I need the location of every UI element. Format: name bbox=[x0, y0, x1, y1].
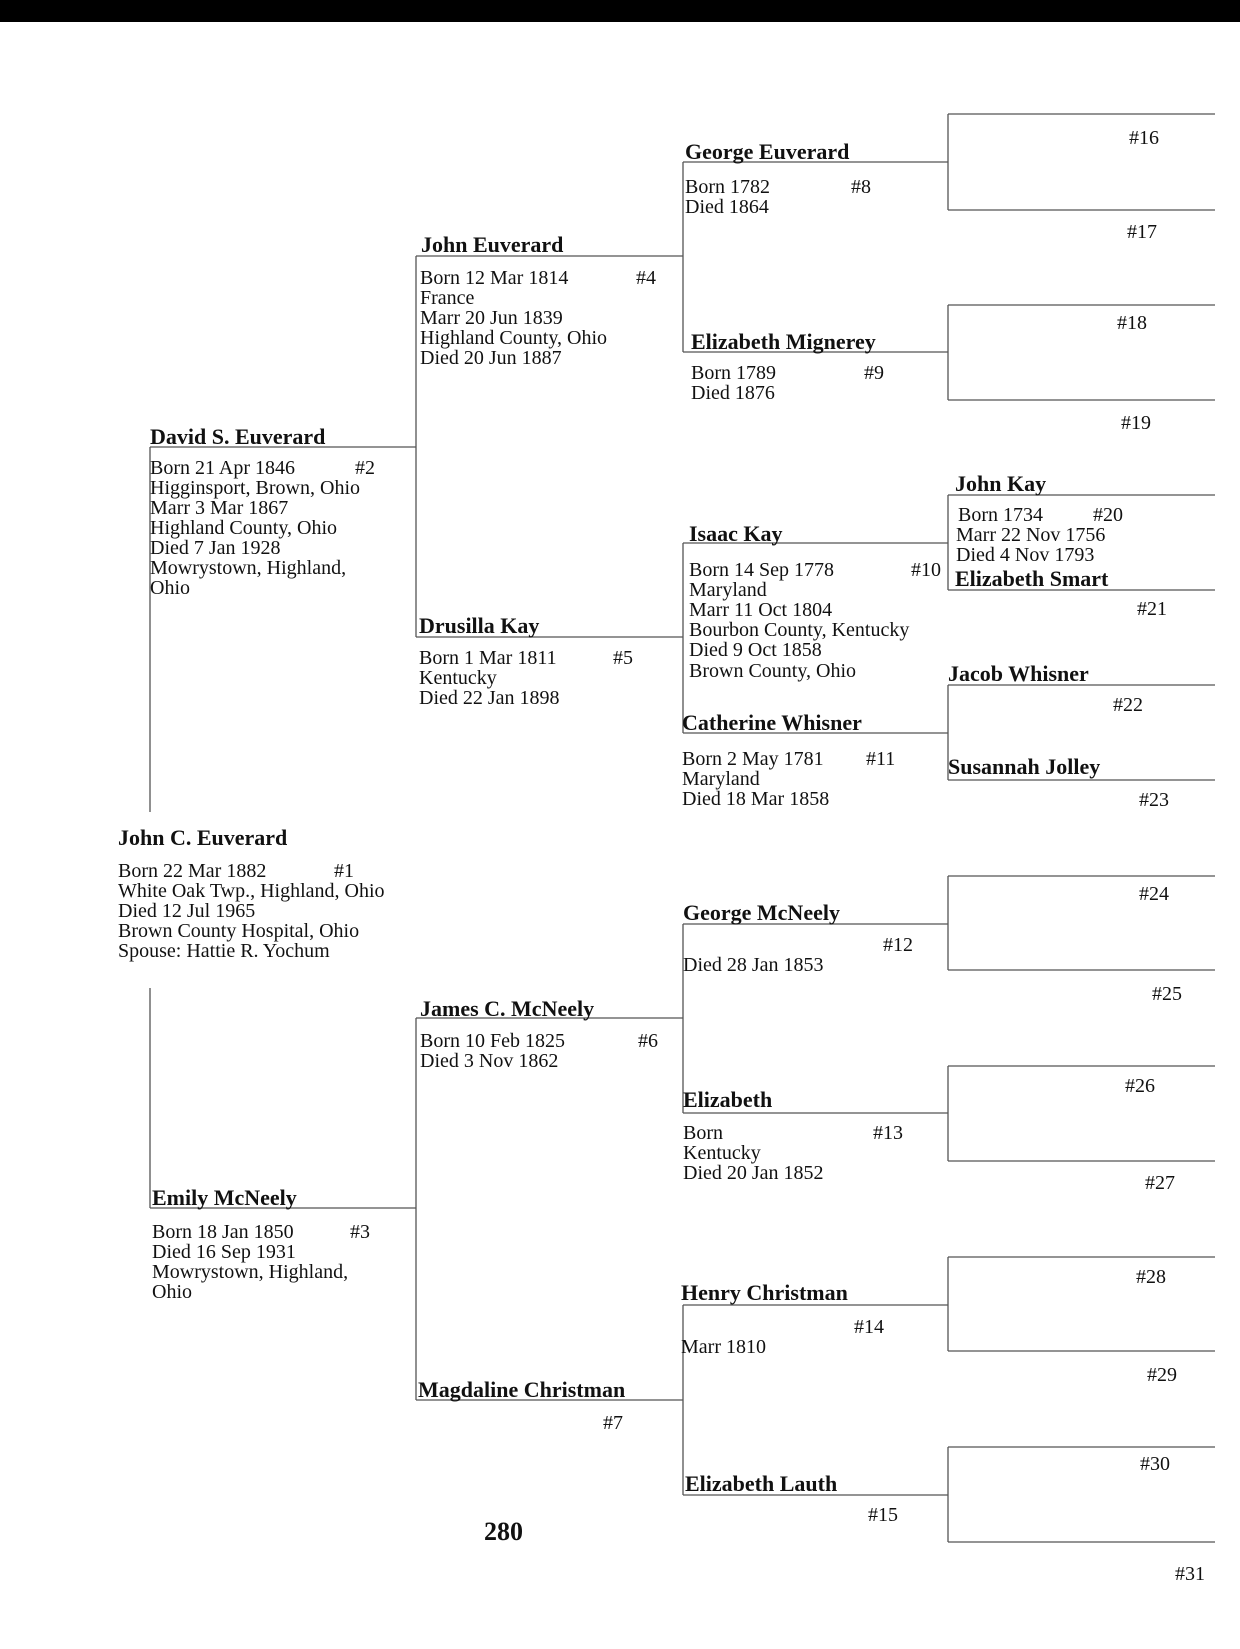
person-4-line-4: Highland County, Ohio bbox=[420, 327, 608, 349]
person-6-line-2: Died 3 Nov 1862 bbox=[420, 1050, 559, 1072]
person-10-line-6: Brown County, Ohio bbox=[689, 660, 857, 682]
person-4-line-5: Died 20 Jun 1887 bbox=[420, 347, 562, 369]
person-1-number: #1 bbox=[334, 860, 354, 882]
person-3-name: Emily McNeely bbox=[152, 1185, 297, 1210]
person-4-number: #4 bbox=[636, 267, 656, 289]
person-21-number: #21 bbox=[1137, 598, 1167, 620]
person-12-number: #12 bbox=[883, 934, 913, 956]
person-13-line-3: Died 20 Jan 1852 bbox=[683, 1162, 824, 1184]
person-4-line-1: Born 12 Mar 1814 bbox=[420, 267, 569, 289]
person-26-number: #26 bbox=[1125, 1075, 1155, 1097]
person-4-line-2: France bbox=[420, 287, 475, 309]
person-20-line-2: Marr 22 Nov 1756 bbox=[956, 524, 1106, 546]
person-20-line-3: Died 4 Nov 1793 bbox=[956, 544, 1095, 566]
person-13-line-2: Kentucky bbox=[683, 1142, 761, 1164]
person-2-line-1: Born 21 Apr 1846 bbox=[150, 457, 295, 479]
person-6-line-1: Born 10 Feb 1825 bbox=[420, 1030, 565, 1052]
person-9-line-1: Born 1789 bbox=[691, 362, 776, 384]
person-11-name: Catherine Whisner bbox=[682, 710, 862, 735]
person-10-line-4: Bourbon County, Kentucky bbox=[689, 619, 910, 641]
person-4-line-3: Marr 20 Jun 1839 bbox=[420, 307, 563, 329]
person-3-line-4: Ohio bbox=[152, 1281, 192, 1303]
person-23-name: Susannah Jolley bbox=[948, 754, 1101, 779]
person-2-line-2: Higginsport, Brown, Ohio bbox=[150, 477, 360, 499]
person-2-line-5: Died 7 Jan 1928 bbox=[150, 537, 281, 559]
person-8-line-2: Died 1864 bbox=[685, 196, 769, 218]
person-31-number: #31 bbox=[1175, 1563, 1205, 1585]
person-20-name: John Kay bbox=[955, 471, 1047, 496]
person-1-line-2: White Oak Twp., Highland, Ohio bbox=[118, 880, 385, 902]
person-10-name: Isaac Kay bbox=[689, 521, 783, 546]
person-30-number: #30 bbox=[1140, 1453, 1170, 1475]
person-15-number: #15 bbox=[868, 1504, 898, 1526]
person-9-number: #9 bbox=[864, 362, 884, 384]
person-6-number: #6 bbox=[638, 1030, 658, 1052]
person-9-name: Elizabeth Mignerey bbox=[691, 329, 876, 354]
person-16-number: #16 bbox=[1129, 127, 1159, 149]
person-11-number: #11 bbox=[866, 748, 896, 770]
person-13-number: #13 bbox=[873, 1122, 903, 1144]
person-2-line-6: Mowrystown, Highland, bbox=[150, 557, 347, 579]
person-29-number: #29 bbox=[1147, 1364, 1177, 1386]
person-27-number: #27 bbox=[1145, 1172, 1175, 1194]
person-2-number: #2 bbox=[355, 457, 375, 479]
person-12-line-1: Died 28 Jan 1853 bbox=[683, 954, 824, 976]
person-20-number: #20 bbox=[1093, 504, 1123, 526]
person-9-line-2: Died 1876 bbox=[691, 382, 775, 404]
person-5-line-2: Kentucky bbox=[419, 667, 497, 689]
person-21-name: Elizabeth Smart bbox=[955, 566, 1109, 591]
person-1-line-5: Spouse: Hattie R. Yochum bbox=[118, 940, 330, 962]
person-8-number: #8 bbox=[851, 176, 871, 198]
pedigree-lines bbox=[150, 114, 1215, 1542]
person-10-line-1: Born 14 Sep 1778 bbox=[689, 559, 834, 581]
person-11-line-1: Born 2 May 1781 bbox=[682, 748, 824, 770]
person-24-number: #24 bbox=[1139, 883, 1169, 905]
person-4-name: John Euverard bbox=[421, 232, 564, 257]
person-18-number: #18 bbox=[1117, 312, 1147, 334]
person-15-name: Elizabeth Lauth bbox=[685, 1471, 838, 1496]
person-5-name: Drusilla Kay bbox=[419, 613, 540, 638]
person-5-line-1: Born 1 Mar 1811 bbox=[419, 647, 557, 669]
person-10-line-2: Maryland bbox=[689, 579, 767, 601]
person-19-number: #19 bbox=[1121, 412, 1151, 434]
person-1-line-4: Brown County Hospital, Ohio bbox=[118, 920, 360, 942]
person-2-line-4: Highland County, Ohio bbox=[150, 517, 338, 539]
person-5-line-3: Died 22 Jan 1898 bbox=[419, 687, 560, 709]
person-3-line-2: Died 16 Sep 1931 bbox=[152, 1241, 296, 1263]
person-10-line-5: Died 9 Oct 1858 bbox=[689, 639, 822, 661]
person-8-name: George Euverard bbox=[685, 139, 850, 164]
person-11-line-2: Maryland bbox=[682, 768, 760, 790]
person-22-name: Jacob Whisner bbox=[948, 661, 1089, 686]
person-2-line-7: Ohio bbox=[150, 577, 190, 599]
person-25-number: #25 bbox=[1152, 983, 1182, 1005]
person-28-number: #28 bbox=[1136, 1266, 1166, 1288]
person-10-line-3: Marr 11 Oct 1804 bbox=[689, 599, 833, 621]
person-12-name: George McNeely bbox=[683, 900, 840, 925]
person-3-line-1: Born 18 Jan 1850 bbox=[152, 1221, 294, 1243]
person-17-number: #17 bbox=[1127, 221, 1157, 243]
person-1-name: John C. Euverard bbox=[118, 825, 288, 850]
person-6-name: James C. McNeely bbox=[420, 996, 595, 1021]
person-14-number: #14 bbox=[854, 1316, 884, 1338]
person-13-line-1: Born bbox=[683, 1122, 723, 1144]
person-5-number: #5 bbox=[613, 647, 633, 669]
person-1-line-3: Died 12 Jul 1965 bbox=[118, 900, 256, 922]
person-3-line-3: Mowrystown, Highland, bbox=[152, 1261, 349, 1283]
person-7-name: Magdaline Christman bbox=[418, 1377, 626, 1402]
person-2-name: David S. Euverard bbox=[150, 424, 326, 449]
person-8-line-1: Born 1782 bbox=[685, 176, 770, 198]
person-20-line-1: Born 1734 bbox=[958, 504, 1043, 526]
person-14-name: Henry Christman bbox=[681, 1280, 848, 1305]
person-14-line-1: Marr 1810 bbox=[681, 1336, 766, 1358]
person-23-number: #23 bbox=[1139, 789, 1169, 811]
person-3-number: #3 bbox=[350, 1221, 370, 1243]
person-11-line-3: Died 18 Mar 1858 bbox=[682, 788, 830, 810]
person-1-line-1: Born 22 Mar 1882 bbox=[118, 860, 267, 882]
person-22-number: #22 bbox=[1113, 694, 1143, 716]
person-13-name: Elizabeth bbox=[683, 1087, 773, 1112]
person-2-line-3: Marr 3 Mar 1867 bbox=[150, 497, 289, 519]
person-7-number: #7 bbox=[603, 1412, 623, 1434]
page-number: 280 bbox=[484, 1517, 523, 1546]
person-10-number: #10 bbox=[911, 559, 941, 581]
